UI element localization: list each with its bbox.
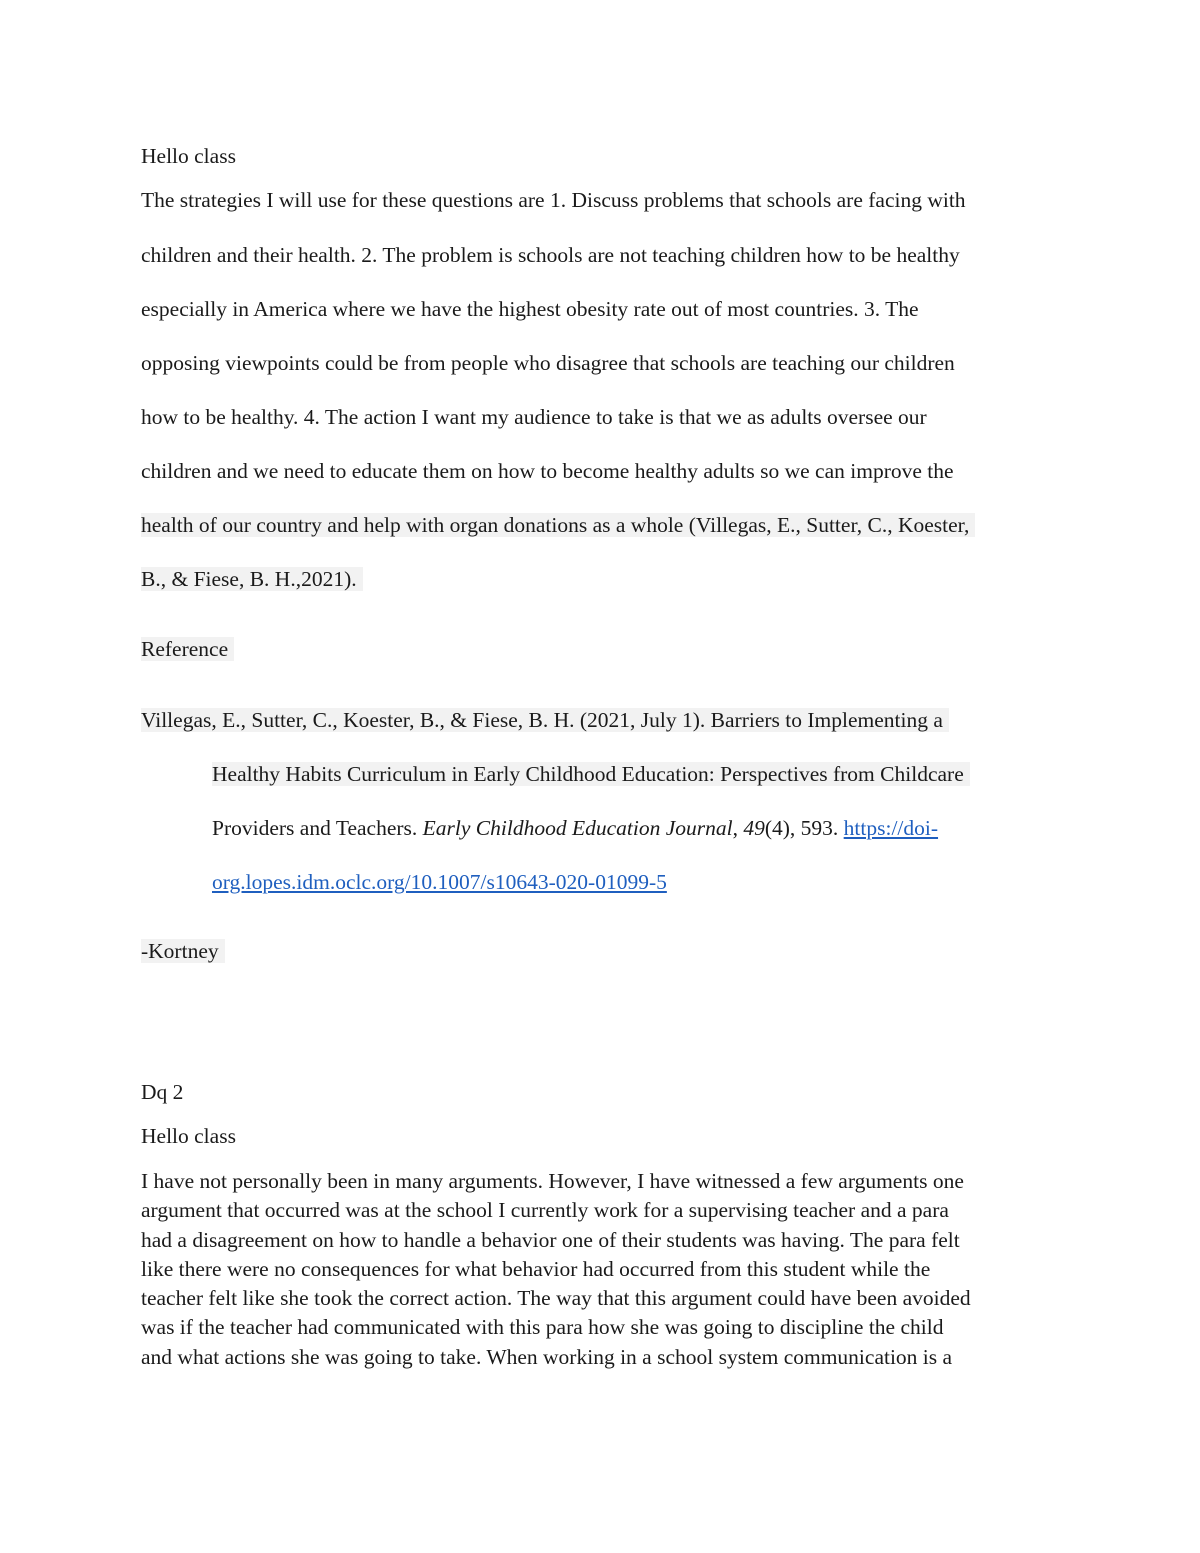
paragraph-line: had a disagreement on how to handle a behavior one of their students was having. The para felt [141, 1228, 960, 1252]
reference-heading: Reference [141, 636, 234, 662]
doi-link-continued[interactable]: org.lopes.idm.oclc.org/10.1007/s10643-020-01099-5 [212, 870, 667, 894]
signature: -Kortney [141, 938, 225, 964]
greeting-1: Hello class [141, 144, 236, 168]
paragraph-line: was if the teacher had communicated with this para how she was going to discipline the child [141, 1315, 944, 1339]
paragraph-line: like there were no consequences for what behavior had occurred from this student while the [141, 1257, 931, 1281]
paragraph-line: how to be healthy. 4. The action I want my audience to take is that we as adults oversee our [141, 405, 927, 429]
paragraph-line [141, 566, 363, 592]
paragraph-line: children and we need to educate them on how to become healthy adults so we can improve the [141, 459, 954, 483]
paragraph-line: children and their health. 2. The problem is schools are not teaching children how to be healthy [141, 243, 960, 267]
paragraph-line: teacher felt like she took the correct action. The way that this argument could have been avoided [141, 1286, 971, 1310]
citation-highlight: B., & Fiese, B. H.,2021). [141, 567, 363, 591]
paragraph-line [141, 512, 975, 538]
paragraph-line: The strategies I will use for these questions are 1. Discuss problems that schools are facing with [141, 188, 966, 212]
paragraph-line: and what actions she was going to take. When working in a school system communication is a [141, 1345, 953, 1369]
paragraph-line: opposing viewpoints could be from people who disagree that schools are teaching our children [141, 351, 955, 375]
section-heading-dq2: Dq 2 [141, 1080, 184, 1104]
reference-line: Providers and Teachers. Early Childhood Education Journal, 49(4), 593. https://doi- [212, 816, 939, 840]
reference-line [212, 869, 667, 895]
journal-title: Early Childhood Education Journal [422, 816, 733, 840]
reference-line: Villegas, E., Sutter, C., Koester, B., & Fiese, B. H. (2021, July 1). Barriers to Implementing a [141, 707, 949, 733]
journal-volume: 49 [743, 816, 765, 840]
citation-highlight: health of our country and help with organ donations as a whole (Villegas, E., Sutter, C., Koester, [141, 513, 975, 537]
reference-line: Healthy Habits Curriculum in Early Childhood Education: Perspectives from Childcare [212, 761, 970, 787]
paragraph-line: especially in America where we have the highest obesity rate out of most countries. 3. The [141, 297, 919, 321]
doi-link[interactable]: https://doi- [843, 816, 939, 840]
paragraph-line: argument that occurred was at the school I currently work for a supervising teacher and a para [141, 1198, 949, 1222]
greeting-2: Hello class [141, 1124, 236, 1148]
paragraph-line: I have not personally been in many arguments. However, I have witnessed a few arguments one [141, 1169, 964, 1193]
